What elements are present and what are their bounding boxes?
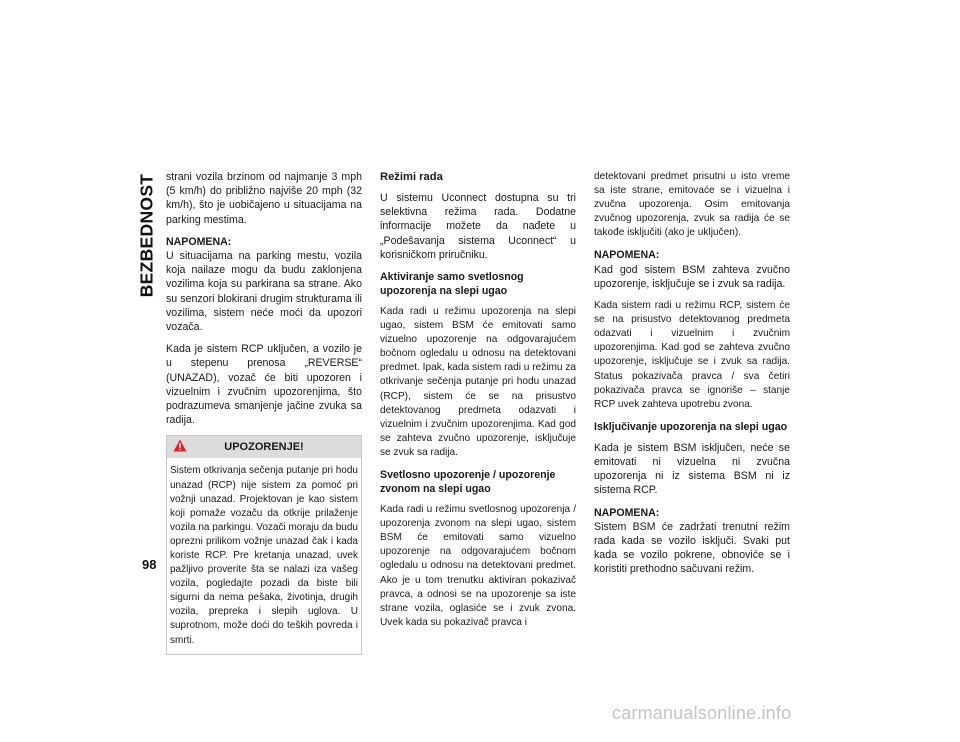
paragraph: Kada radi u režimu upozorenja na slepi ugao, sistem BSM će emitovati samo vizuelno upozorenje na odgovarajućem bočnom ogledalu u odnosu na detektovani predmet. Ipak, kada sistem radi u režimu za otkrivanje sečenja putanje pri hodu unazad (RCP), sistem će se na prisustvo detektovanog predmeta odazvati i vizuelnim i zvučnim upozorenjima. Kad god se zahteva zvučno upozorenje, isključuje se zvuk sa radija. bbox=[380, 306, 576, 458]
paragraph: Kada radi u režimu svetlosnog upozorenja / upozorenja zvonom na slepi ugao, sistem BSM će emitovati samo vizuelno upozorenje na odgovarajućem bočnom ogledalu u odnosu na detektovani predmet. Ako je u tom trenutku aktiviran pokazivač pravca, a odnosi se na upozorenje sa iste strane vozila, oglasiće se i zvuk zvona. Uvek kada su pokazivač pravca i bbox=[380, 504, 576, 628]
column-3 bbox=[594, 170, 790, 585]
note-text: Sistem BSM će zadržati trenutni režim rada kada se vozilo isključi. Svaki put kada se vozilo pokrene, obnoviće se i koristiti prethodno sačuvani režim. bbox=[594, 520, 790, 576]
warning-text: Sistem otkrivanja sečenja putanje pri hodu unazad (RCP) nije sistem za pomoć pri vožnji unazad. Projektovan je kao sistem koji pomaže vozaču da otkrije prilaženje vozila na parkingu. Vozači moraju da budu oprezni prilikom vožnje unazad čak i kada koriste RCP. Pre kretanja unazad, uvek pažljivo proverite šta se nalazi iza vašeg vozila, pogledajte pozadi da biste bili sigurni da nema pešaka, životinja, drugih vozila, prepreka i slepih uglova. U suprotnom, može doći do teških povreda i smrti. bbox=[170, 465, 358, 646]
paragraph: Kada je sistem BSM isključen, neće se emitovati ni vizuelna ni zvučna upozorenja ni iz sistema BSM ni iz sistema RCP. bbox=[594, 441, 790, 497]
note-label: NAPOMENA: bbox=[594, 249, 660, 262]
column-2 bbox=[380, 170, 576, 638]
note bbox=[594, 248, 790, 291]
note bbox=[166, 235, 362, 334]
note-label: NAPOMENA: bbox=[166, 235, 232, 248]
subsection-heading: Svetlosno upozorenje / upozorenje zvonom na slepi ugao bbox=[380, 469, 556, 496]
note-text: U situacijama na parking mestu, vozila koja nailaze mogu da budu zaklonjena vozilima koja su parkirana sa strane. Ako su senzori blokirani drugim strukturama ili vozilima, sistem neće moći da upozori vozača. bbox=[166, 250, 362, 334]
paragraph: Kada je sistem RCP uključen, a vozilo je u stepenu prenosa „REVERSE“ (UNAZAD), vozač će biti upozoren i vizuelnim i zvučnim upozorenjima, što podrazumeva smanjenje jačine zvuka sa radija. bbox=[166, 343, 362, 427]
section-tab bbox=[132, 170, 162, 300]
page-number: 98 bbox=[142, 557, 157, 572]
section-heading: Režimi rada bbox=[380, 171, 443, 183]
paragraph: strani vozila brzinom od najmanje 3 mph (5 km/h) do približno najviše 20 mph (32 km/h), što je uobičajeno u situacijama na parking mestima. bbox=[166, 171, 362, 226]
watermark: carmanualsonline.info bbox=[612, 703, 792, 723]
note bbox=[594, 506, 790, 577]
warning-box bbox=[166, 435, 362, 654]
paragraph: Kada sistem radi u režimu RCP, sistem će se na prisustvo detektovanog predmeta odazvati i vizuelnim i zvučnim upozorenjima. Kad god se zahteva zvučno upozorenje, isključuje se i zvuk sa radija. Status pokazivača pravca / sva četiri pokazivača pravca se ignoriše – stanje RCP uvek zahteva upotrebu zvona. bbox=[594, 300, 790, 410]
column-1 bbox=[166, 170, 362, 655]
section-tab-label: BEZBEDNOST bbox=[136, 173, 157, 297]
paragraph: detektovani predmet prisutni u isto vreme sa iste strane, emitovaće se i vizuelna i zvučna upozorenja. Osim emitovanja zvučnog upozorenja, zvuk sa radija će se takođe isključiti (ako je uključen). bbox=[594, 171, 790, 239]
paragraph: U sistemu Uconnect dostupna su tri selektivna režima rada. Dodatne informacije možete da nađete u „Podešavanja sistema Uconnect“ u korisničkom priručniku. bbox=[380, 192, 576, 261]
subsection-heading: Isključivanje upozorenja na slepi ugao bbox=[594, 420, 788, 433]
warning-title: UPOZORENJE! bbox=[224, 441, 304, 454]
warning-triangle-icon bbox=[173, 439, 187, 452]
warning-header bbox=[167, 436, 361, 458]
subsection-heading: Aktiviranje samo svetlosnog upozorenja na slepi ugao bbox=[380, 271, 524, 298]
note-label: NAPOMENA: bbox=[594, 506, 660, 519]
note-text: Kad god sistem BSM zahteva zvučno upozorenje, isključuje se i zvuk sa radija. bbox=[594, 263, 790, 290]
